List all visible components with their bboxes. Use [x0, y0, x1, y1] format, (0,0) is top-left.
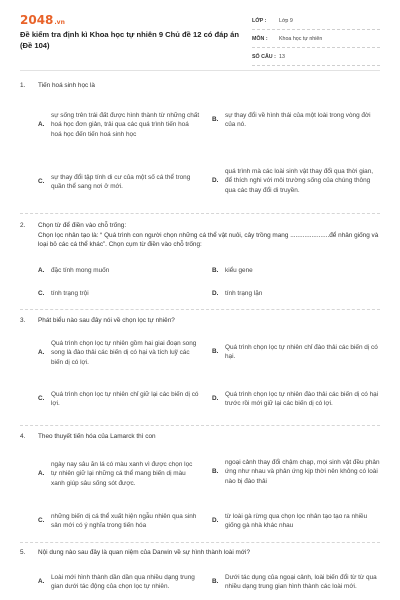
question-number: 3. — [20, 317, 26, 324]
option-letter: B. — [212, 468, 219, 476]
option-text: quá trình mà các loài sinh vật thay đổi qua thời gian, để thích nghi với môi trường sống của chúng thông qua các thay đổi di truyền. — [225, 167, 374, 194]
info-row-class — [252, 12, 380, 30]
option-text: tính trạng lặn — [225, 290, 263, 298]
option-3c[interactable] — [38, 386, 200, 412]
option-letter: A. — [38, 470, 45, 478]
option-letter: A. — [38, 349, 45, 357]
option-4b[interactable] — [212, 452, 380, 492]
option-letter: D. — [212, 290, 219, 298]
question-number: 4. — [20, 433, 26, 440]
option-text: Loài mới hình thành dần dần qua nhiều dạng trung gian dưới tác động của chọn lọc tự nhiên. — [51, 573, 195, 590]
info-value: 13 — [279, 53, 285, 60]
option-text: kiểu gene — [225, 267, 253, 275]
info-label: SỐ CÂU : — [252, 53, 276, 60]
option-text: ngoại cảnh thay đổi chậm chạp, mọi sinh vật đều phản ứng như nhau và phản ứng kịp thời nên không có loài nào bị đào thải — [225, 458, 380, 485]
option-text: sự thay đổi tập tính di cư của một số cá thể trong quần thể sang nơi ở mới. — [51, 173, 191, 190]
question-divider — [20, 425, 380, 426]
option-4d[interactable] — [212, 507, 380, 535]
option-2b[interactable] — [212, 265, 380, 277]
info-row-count — [252, 48, 380, 66]
option-4a[interactable] — [38, 450, 200, 498]
header-divider — [20, 70, 380, 71]
question-1 — [20, 81, 380, 91]
question-stem-detail: Chọn lọc nhân tạo là: “ Quá trình con người chọn những cá thể vật nuôi, cây trồng mang ......................để nhân giống và loại bỏ các cá thể khác”. Chọn cụm từ điền vào chỗ trống: — [38, 231, 379, 248]
option-letter: C. — [38, 517, 45, 525]
option-text: tính trạng trội — [51, 290, 89, 298]
question-stem: Nội dung nào sau đây là quan niệm của Darwin về sự hình thành loài mới? — [38, 549, 251, 556]
option-letter: C. — [38, 178, 45, 186]
question-divider — [20, 213, 380, 214]
info-value: Khoa học tự nhiên — [279, 35, 323, 42]
info-value: Lớp 9 — [279, 17, 293, 24]
option-letter: D. — [212, 517, 219, 525]
option-letter: C. — [38, 290, 45, 298]
info-label: LỚP : — [252, 17, 267, 24]
option-5a[interactable] — [38, 566, 200, 598]
question-stem: Phát biểu nào sau đây nói về chọn lọc tự nhiên? — [38, 317, 175, 324]
option-2c[interactable] — [38, 288, 200, 300]
option-1a[interactable] — [38, 101, 200, 149]
option-text: Quá trình chọn lọc tự nhiên chỉ giữ lại các biến dị có lợi. — [51, 390, 199, 407]
page-title: Đề kiểm tra định kì Khoa học tự nhiên 9 Chủ đề 12 có đáp án (Đề 104) — [20, 30, 240, 50]
site-logo[interactable] — [20, 13, 65, 27]
logo-text: 2048 — [20, 13, 54, 27]
info-box — [252, 12, 380, 66]
option-letter: A. — [38, 267, 45, 275]
option-letter: B. — [212, 267, 219, 275]
option-3d[interactable] — [212, 380, 380, 418]
question-number: 5. — [20, 549, 26, 556]
question-5 — [20, 548, 380, 558]
question-divider — [20, 309, 380, 310]
question-number: 2. — [20, 222, 26, 229]
option-1d[interactable] — [212, 156, 380, 206]
option-letter: A. — [38, 578, 45, 586]
option-letter: B. — [212, 116, 219, 124]
option-1b[interactable] — [212, 106, 380, 134]
option-text: sự thay đổi về hình thái của một loài trong vòng đời của nó. — [225, 111, 371, 128]
question-4 — [20, 432, 380, 442]
option-letter: D. — [212, 177, 219, 185]
question-3 — [20, 316, 380, 326]
option-text: sự sống trên trái đất được hình thành từ những chất hoá học đơn giản, trải qua các quá trình tiến hoá hoá học đến tiến hoá sinh học — [51, 111, 200, 138]
question-2 — [20, 221, 380, 250]
option-letter: C. — [38, 395, 45, 403]
option-letter: D. — [212, 395, 219, 403]
info-row-subject — [252, 30, 380, 48]
option-3a[interactable] — [38, 334, 200, 372]
option-text: Dưới tác dụng của ngoại cảnh, loài biến đổi từ từ qua nhiều dạng trung gian hình thành các loài mới. — [225, 573, 377, 590]
question-divider — [20, 542, 380, 543]
question-stem: Theo thuyết tiến hóa của Lamarck thì con — [38, 433, 156, 440]
logo-suffix: .vn — [54, 19, 65, 26]
option-text: từ loài gà rừng qua chọn lọc nhân tạo tạo ra nhiều giống gà nhà khác nhau — [225, 512, 368, 529]
option-text: Quá trình chọn lọc tự nhiên chỉ đào thải các biến dị có hại. — [225, 343, 378, 360]
option-text: đặc tính mong muốn — [51, 267, 110, 275]
question-stem: Tiến hoá sinh học là — [38, 82, 95, 89]
option-2a[interactable] — [38, 265, 200, 277]
option-text: Quá trình chọn lọc tự nhiên đào thải các biến dị có hại trước rồi mới giữ lại các biến dị có lợi. — [225, 390, 379, 407]
option-text: ngày nay sâu ăn lá có màu xanh vì được chọn lọc tự nhiên giữ lại những cá thể mang biến dị màu xanh giúp sâu sống sót được. — [51, 460, 193, 487]
info-label: MÔN : — [252, 35, 268, 42]
question-number: 1. — [20, 82, 26, 89]
option-text: Quá trình chọn lọc tự nhiên gồm hai giai đoạn song song là đào thải các biến dị có hại và tích luỹ các biến dị có lợi. — [51, 339, 197, 366]
option-4c[interactable] — [38, 507, 200, 535]
question-stem: Chọn từ để điền vào chỗ trống: — [38, 222, 127, 229]
option-3b[interactable] — [212, 338, 380, 366]
option-letter: B. — [212, 578, 219, 586]
option-letter: A. — [38, 121, 45, 129]
option-5b[interactable] — [212, 566, 380, 598]
option-1c[interactable] — [38, 163, 200, 201]
option-text: những biến dị cá thể xuất hiện ngẫu nhiên qua sinh sản mới có ý nghĩa trong tiến hóa — [51, 512, 197, 529]
option-letter: B. — [212, 348, 219, 356]
option-2d[interactable] — [212, 288, 380, 300]
